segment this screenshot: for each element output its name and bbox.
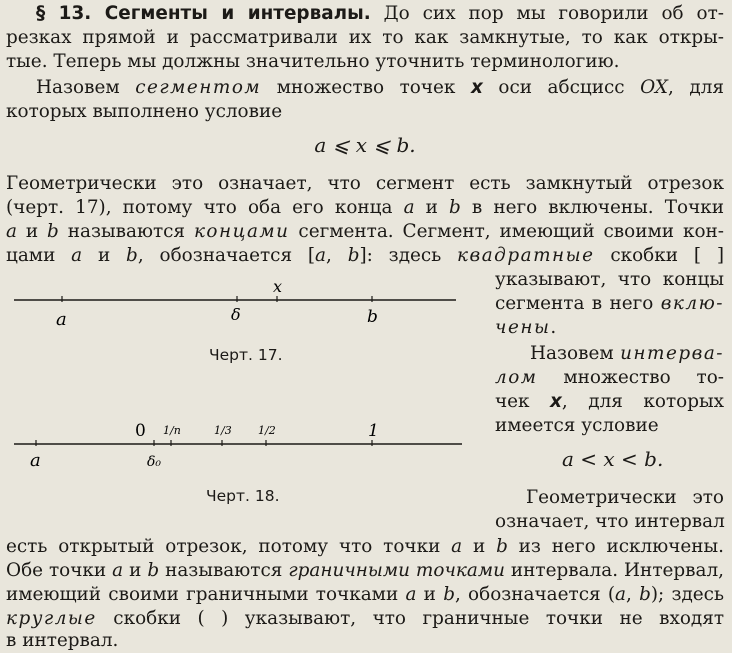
var-b: b (639, 584, 651, 605)
text-line: резках прямой и рассматривали их то как замкнутые, то как откры- (6, 27, 724, 48)
text-line: цами a и b, обозначается [a, b]: здесь квадратные скобки [ ] (6, 245, 724, 266)
var-x: x (550, 391, 562, 412)
term-square: квадратные (457, 245, 595, 266)
figure-18 (0, 404, 480, 476)
text: , (326, 245, 348, 266)
label-b: b (367, 307, 378, 327)
label-1: 1 (368, 421, 379, 441)
label-1-2: 1/2 (258, 424, 276, 437)
var-ox: OX (640, 77, 668, 98)
text: интервала. Интервал, (504, 560, 724, 581)
text-line (495, 390, 724, 414)
var-b: b (147, 560, 160, 581)
text-line: Геометрически это означает, что сегмент есть замкнутый отрезок (6, 173, 724, 194)
term-segment: сегментом (135, 77, 262, 98)
label-1n: 1/n (163, 424, 181, 437)
text: называются (159, 560, 289, 581)
text-line (36, 76, 724, 100)
var-b: b (126, 245, 138, 266)
text: (черт. 17), потому что оба его конца (6, 197, 404, 218)
text: , для которых (561, 391, 724, 412)
label-0: 0 (135, 421, 146, 441)
text: из него исключены. (507, 536, 724, 557)
var-a: a (405, 584, 417, 605)
text: цами (6, 245, 72, 266)
text: , обозначается ( (454, 584, 616, 605)
figure-18-caption: Черт. 18. (206, 487, 280, 505)
text-line (6, 607, 724, 631)
text: Обе точки (6, 560, 113, 581)
text: , обозначается [ (137, 245, 316, 266)
var-b: b (449, 197, 461, 218)
text-line (6, 535, 724, 559)
text: и (16, 221, 48, 242)
text: , для (667, 77, 724, 98)
text-line (495, 316, 556, 340)
term-boundary-points: граничными точками (288, 560, 505, 581)
text: скобки ( ) указывают, что граничные точки не входят (96, 608, 724, 629)
var-b: b (443, 584, 455, 605)
formula-segment: a ⩽ x ⩽ b. (314, 133, 416, 157)
text-line: указывают, что концы (495, 269, 724, 290)
term-included: вклю- (660, 293, 724, 314)
var-a: a (112, 560, 124, 581)
text: и (414, 197, 450, 218)
section-heading-line (36, 2, 724, 26)
var-x: x (470, 77, 483, 98)
var-b: b (347, 245, 360, 266)
text: оси абсцисс (482, 77, 641, 98)
text: и (462, 536, 497, 557)
label-a: a (56, 309, 67, 330)
text: Назовем (36, 77, 136, 98)
text-line (530, 342, 724, 366)
term-included-end: чены (495, 317, 551, 338)
term-interval: интерва- (620, 343, 724, 364)
text: в него включены. Точки (460, 197, 724, 218)
var-a: a (403, 197, 415, 218)
var-b: b (496, 536, 508, 557)
text-line (6, 220, 724, 244)
text: До сих пор мы говорили об от- (383, 3, 724, 24)
label-1-3: 1/3 (214, 424, 232, 437)
text-line (495, 292, 724, 316)
text-line (495, 366, 724, 390)
text-line (6, 559, 724, 583)
text-line: которых выполнено условие (6, 101, 283, 122)
formula-interval: a < x < b. (562, 447, 664, 471)
text-line (6, 196, 724, 220)
text: сегмента. Сегмент, имеющий своими кон- (289, 221, 724, 242)
text-line: в интервал. (6, 630, 119, 651)
text-line: Геометрически это (526, 487, 724, 508)
term-ends: концами (193, 221, 290, 242)
var-a: a (451, 536, 463, 557)
term-interval-end: лом (495, 367, 538, 388)
text: . (550, 317, 557, 338)
text: скобки [ ] (594, 245, 724, 266)
text: ]: здесь (359, 245, 458, 266)
text: множество точек (261, 77, 471, 98)
var-a: a (315, 245, 327, 266)
text: , (625, 584, 640, 605)
label-delta0: δ₀ (147, 454, 162, 470)
var-a: a (71, 245, 83, 266)
text-line: означает, что интервал (495, 511, 725, 532)
text-line (6, 583, 724, 607)
term-round: круглые (6, 608, 97, 629)
text: называются (58, 221, 194, 242)
figure-17 (0, 270, 480, 330)
label-a: a (30, 450, 41, 471)
text: сегмента в него (495, 293, 661, 314)
text: и (123, 560, 148, 581)
text: имеющий своими граничными точками (6, 584, 406, 605)
text-line: тые. Теперь мы должны значительно уточнить терминологию. (6, 51, 620, 72)
text: Назовем (530, 343, 621, 364)
var-a: a (6, 221, 17, 242)
var-b: b (47, 221, 59, 242)
section-heading: § 13. Сегменты и интервалы. (36, 3, 371, 24)
text: чек (495, 391, 551, 412)
text: и (416, 584, 444, 605)
label-delta: δ (231, 305, 241, 324)
var-a: a (615, 584, 626, 605)
text: множество то- (537, 367, 724, 388)
text: ); здесь (650, 584, 724, 605)
label-x: x (273, 277, 283, 296)
text-line: имеется условие (495, 415, 659, 436)
text: есть открытый отрезок, потому что точки (6, 536, 452, 557)
figure-17-caption: Черт. 17. (209, 346, 283, 364)
